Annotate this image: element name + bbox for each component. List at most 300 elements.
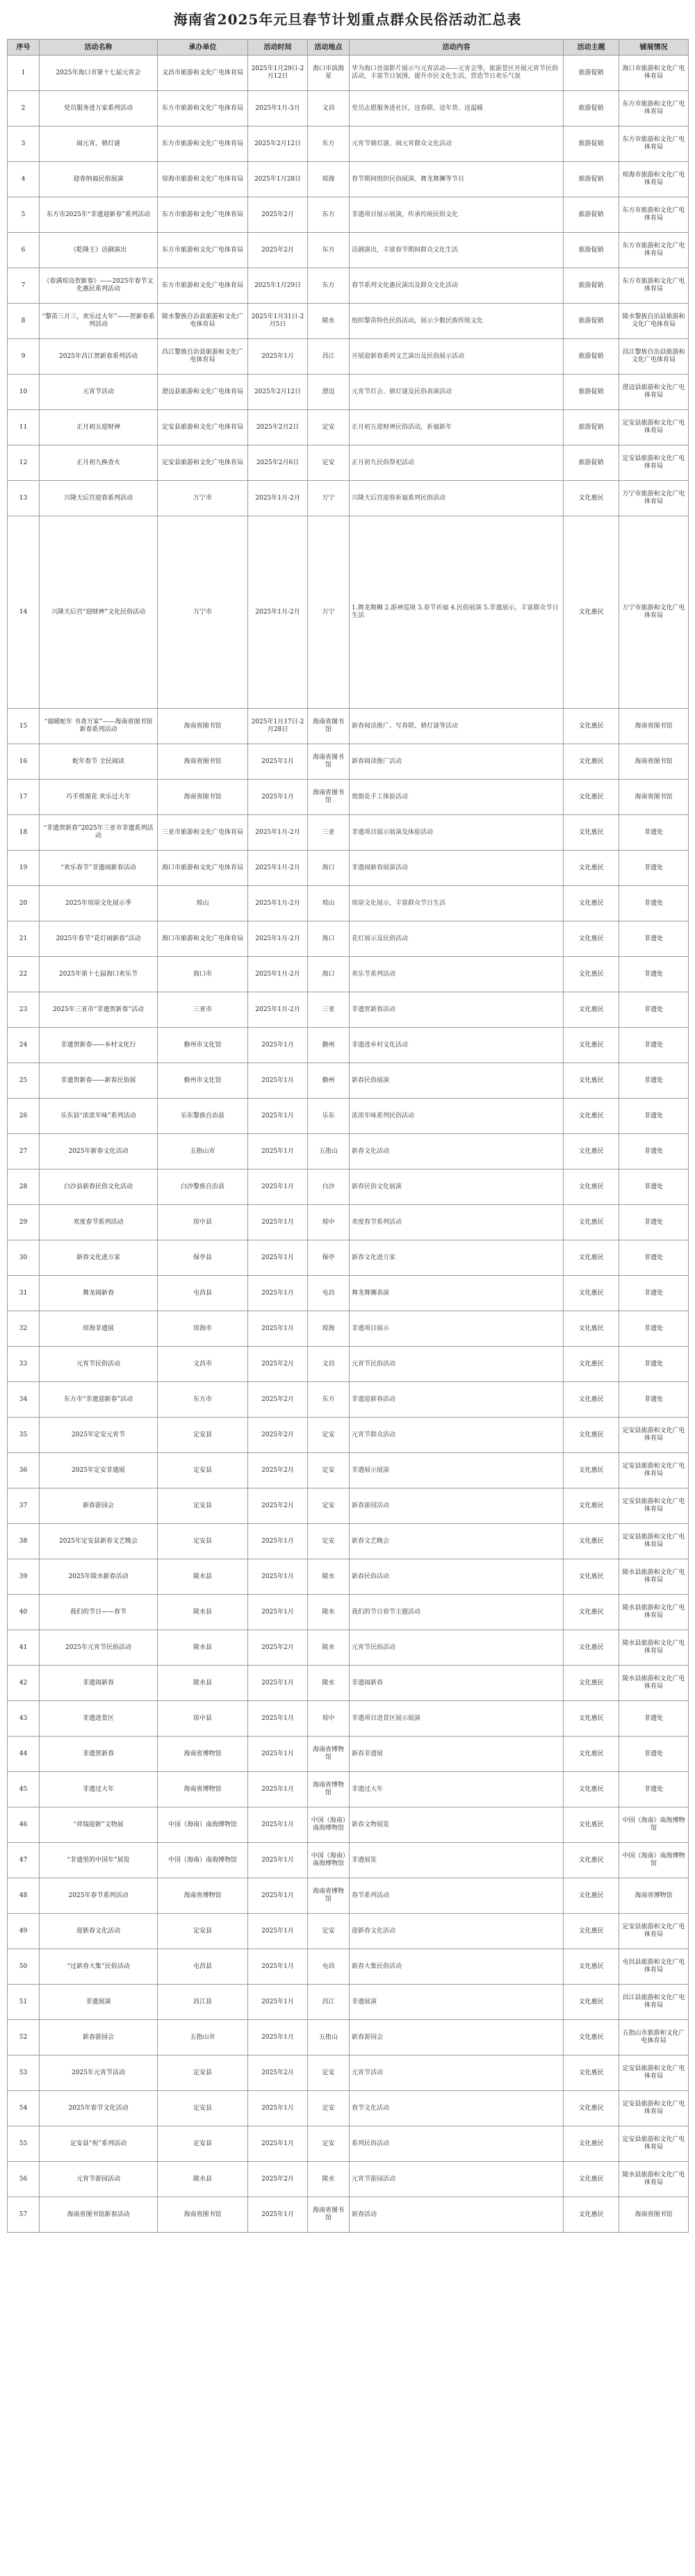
cell-org: 昌江县: [158, 1985, 248, 2020]
cell-no: 27: [8, 1134, 40, 1170]
cell-spread: 非遗处: [619, 1099, 689, 1134]
cell-time: 2025年1月: [248, 2091, 308, 2126]
cell-name: 巧手剪窗花 欢乐过大年: [40, 780, 158, 815]
header-time: 活动时间: [248, 40, 308, 56]
cell-no: 37: [8, 1488, 40, 1524]
cell-no: 33: [8, 1347, 40, 1382]
cell-org: 定安县: [158, 2091, 248, 2126]
cell-spread: 定安县旅游和文化广电体育局: [619, 1488, 689, 1524]
cell-org: 白沙黎族自治县: [158, 1170, 248, 1205]
cell-name: 非遗过大年: [40, 1772, 158, 1807]
cell-place: 五指山: [308, 1134, 350, 1170]
cell-spread: 非遗处: [619, 1134, 689, 1170]
cell-org: 乐东黎族自治县: [158, 1099, 248, 1134]
cell-desc: 新春游园活动: [350, 1488, 564, 1524]
cell-name: 2025年第十七届海口欢乐节: [40, 957, 158, 992]
cell-place: 陵水: [308, 1559, 350, 1595]
cell-spread: 陵水县旅游和文化广电体育局: [619, 1595, 689, 1630]
table-row: [8, 1488, 689, 1524]
cell-desc: 新春非遗展: [350, 1737, 564, 1772]
cell-name: 正月初九换香火: [40, 445, 158, 481]
cell-spread: 非遗处: [619, 815, 689, 851]
cell-no: 47: [8, 1843, 40, 1878]
cell-theme: 文化惠民: [564, 1878, 619, 1914]
cell-org: 海南省博物馆: [158, 1878, 248, 1914]
cell-name: 蛇年春节 全民阅读: [40, 744, 158, 780]
cell-desc: 兴隆天后宫迎春祈福系列民俗活动: [350, 481, 564, 516]
table-row: [8, 1524, 689, 1559]
cell-place: 万宁: [308, 481, 350, 516]
header-no: 序号: [8, 40, 40, 56]
cell-name: 非遗贺新春——新春民俗展: [40, 1063, 158, 1099]
cell-theme: 文化惠民: [564, 1170, 619, 1205]
cell-theme: 文化惠民: [564, 1666, 619, 1701]
cell-time: 2025年1月-2月: [248, 957, 308, 992]
cell-org: 昌江黎族自治县旅游和文化广电体育局: [158, 339, 248, 375]
cell-theme: 文化惠民: [564, 1701, 619, 1737]
cell-time: 2025年2月: [248, 233, 308, 268]
cell-desc: 欢度春节系列活动: [350, 1205, 564, 1240]
cell-theme: 文化惠民: [564, 2126, 619, 2162]
cell-theme: 文化惠民: [564, 1524, 619, 1559]
cell-name: 新春游园会: [40, 1488, 158, 1524]
cell-place: 定安: [308, 1488, 350, 1524]
cell-time: 2025年1月31日-2月5日: [248, 304, 308, 339]
cell-spread: 定安县旅游和文化广电体育局: [619, 1418, 689, 1453]
cell-desc: 非遗进乡村文化活动: [350, 1028, 564, 1063]
cell-place: 海口市滨海星: [308, 56, 350, 91]
cell-no: 42: [8, 1666, 40, 1701]
cell-desc: 新春文艺晚会: [350, 1524, 564, 1559]
cell-no: 34: [8, 1382, 40, 1418]
cell-org: 陵水黎族自治县旅游和文化广电体育局: [158, 304, 248, 339]
cell-no: 39: [8, 1559, 40, 1595]
cell-spread: 非遗处: [619, 921, 689, 957]
cell-desc: 元宵节群众活动: [350, 1418, 564, 1453]
cell-no: 1: [8, 56, 40, 91]
cell-org: 海南省图书馆: [158, 780, 248, 815]
cell-spread: 定安县旅游和文化广电体育局: [619, 2091, 689, 2126]
cell-theme: 文化惠民: [564, 1276, 619, 1311]
header-theme: 活动主题: [564, 40, 619, 56]
cell-desc: 非遗项目展示: [350, 1311, 564, 1347]
cell-desc: 非遗项目进景区展示展演: [350, 1701, 564, 1737]
cell-theme: 旅游促销: [564, 233, 619, 268]
cell-org: 琼山: [158, 886, 248, 921]
cell-spread: 非遗处: [619, 1276, 689, 1311]
cell-org: 定安县: [158, 1453, 248, 1488]
cell-org: 海南省博物馆: [158, 1772, 248, 1807]
cell-time: 2025年1月-2月: [248, 886, 308, 921]
table-row: [8, 2126, 689, 2162]
cell-time: 2025年1月-2月: [248, 481, 308, 516]
cell-theme: 旅游促销: [564, 304, 619, 339]
cell-org: 中国（海南）南海博物馆: [158, 1843, 248, 1878]
cell-name: 《春满琼岛贺新春》——2025年春节文化惠民系列活动: [40, 268, 158, 304]
cell-spread: 非遗处: [619, 1772, 689, 1807]
cell-name: “黎苗三月三，欢乐过大年”——贺新春系列活动: [40, 304, 158, 339]
cell-name: 2025年定安非遗展: [40, 1453, 158, 1488]
cell-spread: 屯昌县旅游和文化广电体育局: [619, 1949, 689, 1985]
cell-no: 15: [8, 709, 40, 744]
cell-theme: 文化惠民: [564, 1134, 619, 1170]
cell-desc: 元宵节猜灯谜、闹元宵群众文化活动: [350, 126, 564, 162]
table-row: [8, 1311, 689, 1347]
cell-name: 2025年昌江贺新春系列活动: [40, 339, 158, 375]
cell-desc: 正月初九民俗祭祀活动: [350, 445, 564, 481]
cell-spread: 非遗处: [619, 1170, 689, 1205]
header-place: 活动地点: [308, 40, 350, 56]
cell-name: 2025年元宵节民俗活动: [40, 1630, 158, 1666]
cell-place: 三亚: [308, 815, 350, 851]
cell-desc: 非遗迎新春活动: [350, 1382, 564, 1418]
cell-org: 海口市: [158, 957, 248, 992]
cell-desc: 欢乐节系列活动: [350, 957, 564, 992]
cell-no: 25: [8, 1063, 40, 1099]
cell-time: 2025年2月: [248, 1488, 308, 1524]
cell-name: 2025年定安县新春文艺晚会: [40, 1524, 158, 1559]
cell-spread: 非遗处: [619, 1028, 689, 1063]
table-row: [8, 815, 689, 851]
cell-place: 东方: [308, 1382, 350, 1418]
cell-time: 2025年1月: [248, 1878, 308, 1914]
cell-desc: 非遗展览: [350, 1843, 564, 1878]
cell-time: 2025年1月: [248, 1807, 308, 1843]
cell-time: 2025年1月-3月: [248, 91, 308, 126]
cell-theme: 旅游促销: [564, 56, 619, 91]
cell-no: 40: [8, 1595, 40, 1630]
cell-theme: 文化惠民: [564, 1382, 619, 1418]
cell-desc: 非遗闹新春: [350, 1666, 564, 1701]
cell-name: 迎新春文化活动: [40, 1914, 158, 1949]
cell-no: 18: [8, 815, 40, 851]
cell-name: “过新春大集”民俗活动: [40, 1949, 158, 1985]
cell-place: 东方: [308, 233, 350, 268]
cell-time: 2025年2月12日: [248, 375, 308, 410]
cell-time: 2025年1月: [248, 1595, 308, 1630]
cell-spread: 定安县旅游和文化广电体育局: [619, 1914, 689, 1949]
cell-no: 52: [8, 2020, 40, 2056]
cell-place: 乐东: [308, 1099, 350, 1134]
cell-theme: 文化惠民: [564, 957, 619, 992]
cell-no: 44: [8, 1737, 40, 1772]
header-org: 承办单位: [158, 40, 248, 56]
cell-desc: 非遗项目展示展演，传承传统民俗文化: [350, 197, 564, 233]
cell-theme: 文化惠民: [564, 1240, 619, 1276]
cell-name: 非遗进景区: [40, 1701, 158, 1737]
cell-no: 29: [8, 1205, 40, 1240]
table-row: [8, 481, 689, 516]
cell-org: 陵水县: [158, 2162, 248, 2197]
cell-org: 海口市旅游和文化广电体育局: [158, 921, 248, 957]
cell-time: 2025年1月: [248, 1914, 308, 1949]
cell-theme: 文化惠民: [564, 921, 619, 957]
cell-time: 2025年2月: [248, 1347, 308, 1382]
table-row: [8, 1595, 689, 1630]
cell-desc: 剪窗花手工体验活动: [350, 780, 564, 815]
cell-desc: 元宵节活动: [350, 2056, 564, 2091]
cell-place: 海口: [308, 921, 350, 957]
cell-org: 海南省图书馆: [158, 709, 248, 744]
cell-place: 琼中: [308, 1205, 350, 1240]
table-row: [8, 2091, 689, 2126]
cell-desc: 新春民俗文化展演: [350, 1170, 564, 1205]
cell-org: 东方市旅游和文化广电体育局: [158, 126, 248, 162]
cell-time: 2025年1月: [248, 780, 308, 815]
cell-no: 45: [8, 1772, 40, 1807]
cell-theme: 文化惠民: [564, 2020, 619, 2056]
cell-desc: 非遗过大年: [350, 1772, 564, 1807]
table-row: [8, 1630, 689, 1666]
cell-place: 白沙: [308, 1170, 350, 1205]
cell-no: 13: [8, 481, 40, 516]
cell-time: 2025年1月: [248, 339, 308, 375]
cell-desc: 琼崖文化展示，丰富群众节日生活: [350, 886, 564, 921]
table-row: [8, 126, 689, 162]
cell-org: 五指山市: [158, 1134, 248, 1170]
cell-no: 24: [8, 1028, 40, 1063]
table-row: [8, 56, 689, 91]
cell-org: 屯昌县: [158, 1949, 248, 1985]
cell-no: 4: [8, 162, 40, 197]
cell-place: 琼海: [308, 162, 350, 197]
cell-time: 2025年1月29日: [248, 268, 308, 304]
cell-theme: 文化惠民: [564, 2197, 619, 2233]
cell-no: 6: [8, 233, 40, 268]
cell-name: 非遗展演: [40, 1985, 158, 2020]
cell-theme: 文化惠民: [564, 2162, 619, 2197]
cell-name: 乐东县“浓浓年味”系列活动: [40, 1099, 158, 1134]
cell-time: 2025年1月-2月: [248, 992, 308, 1028]
cell-theme: 文化惠民: [564, 1205, 619, 1240]
cell-place: 定安: [308, 410, 350, 445]
cell-time: 2025年1月-2月: [248, 815, 308, 851]
cell-desc: 非遗展示展演: [350, 1453, 564, 1488]
table-row: [8, 992, 689, 1028]
cell-desc: 新春阅读推广、写春联、猜灯谜等活动: [350, 709, 564, 744]
cell-org: 定安县旅游和文化广电体育局: [158, 410, 248, 445]
cell-name: 迎春纳福民俗展演: [40, 162, 158, 197]
cell-spread: 非遗处: [619, 1063, 689, 1099]
cell-no: 55: [8, 2126, 40, 2162]
cell-theme: 文化惠民: [564, 1807, 619, 1843]
cell-name: 2025年春节“花灯闹新春”活动: [40, 921, 158, 957]
cell-no: 35: [8, 1418, 40, 1453]
cell-name: 元宵节游园活动: [40, 2162, 158, 2197]
cell-spread: 海南省图书馆: [619, 2197, 689, 2233]
cell-no: 56: [8, 2162, 40, 2197]
cell-place: 澄迈: [308, 375, 350, 410]
cell-spread: 昌江黎族自治县旅游和文化广电体育局: [619, 339, 689, 375]
cell-desc: 新春文化活动: [350, 1134, 564, 1170]
cell-desc: 话剧演出，丰富春节期间群众文化生活: [350, 233, 564, 268]
cell-org: 东方市: [158, 1382, 248, 1418]
table-row: [8, 744, 689, 780]
cell-place: 琼海: [308, 1311, 350, 1347]
cell-spread: 非遗处: [619, 1382, 689, 1418]
cell-desc: 非遗项目展示展演及体验活动: [350, 815, 564, 851]
header-desc: 活动内容: [350, 40, 564, 56]
cell-no: 36: [8, 1453, 40, 1488]
cell-no: 10: [8, 375, 40, 410]
cell-spread: 海南省图书馆: [619, 744, 689, 780]
cell-theme: 文化惠民: [564, 1453, 619, 1488]
cell-time: 2025年1月: [248, 1701, 308, 1737]
cell-spread: 五指山市旅游和文化广电体育局: [619, 2020, 689, 2056]
cell-spread: 定安县旅游和文化广电体育局: [619, 1453, 689, 1488]
cell-name: 非遗贺新春——乡村文化行: [40, 1028, 158, 1063]
cell-name: 定安县“祝”系列活动: [40, 2126, 158, 2162]
cell-theme: 文化惠民: [564, 2091, 619, 2126]
cell-time: 2025年1月: [248, 1843, 308, 1878]
cell-org: 定安县: [158, 2056, 248, 2091]
cell-org: 定安县: [158, 1488, 248, 1524]
cell-no: 46: [8, 1807, 40, 1843]
cell-place: 定安: [308, 1914, 350, 1949]
cell-org: 澄迈县旅游和文化广电体育局: [158, 375, 248, 410]
table-body: [8, 56, 689, 2233]
cell-place: 海南省图书馆: [308, 2197, 350, 2233]
cell-name: 2025年海口市第十七届元宵会: [40, 56, 158, 91]
cell-place: 定安: [308, 2056, 350, 2091]
cell-no: 12: [8, 445, 40, 481]
cell-theme: 文化惠民: [564, 1488, 619, 1524]
cell-spread: 非遗处: [619, 886, 689, 921]
cell-time: 2025年2月: [248, 197, 308, 233]
table-row: [8, 304, 689, 339]
cell-org: 儋州市文化馆: [158, 1063, 248, 1099]
cell-desc: 春节系列活动: [350, 1878, 564, 1914]
cell-spread: 海口市旅游和文化广电体育局: [619, 56, 689, 91]
cell-spread: 海南省博物馆: [619, 1878, 689, 1914]
cell-org: 定安县: [158, 1418, 248, 1453]
cell-time: 2025年1月: [248, 1134, 308, 1170]
cell-name: 2025年春节系列活动: [40, 1878, 158, 1914]
cell-time: 2025年1月: [248, 744, 308, 780]
table-row: [8, 709, 689, 744]
cell-spread: 海南省图书馆: [619, 709, 689, 744]
cell-place: 儋州: [308, 1028, 350, 1063]
cell-theme: 文化惠民: [564, 1737, 619, 1772]
cell-theme: 文化惠民: [564, 886, 619, 921]
cell-time: 2025年1月-2月: [248, 516, 308, 709]
table-row: [8, 1737, 689, 1772]
cell-time: 2025年2月: [248, 2056, 308, 2091]
header-name: 活动名称: [40, 40, 158, 56]
table-row: [8, 375, 689, 410]
cell-name: 非遗闹新春: [40, 1666, 158, 1701]
cell-org: 东方市旅游和文化广电体育局: [158, 91, 248, 126]
cell-no: 38: [8, 1524, 40, 1559]
cell-name: 欢度春节系列活动: [40, 1205, 158, 1240]
cell-desc: 春节期间组织民俗展演、舞龙舞狮等节目: [350, 162, 564, 197]
cell-time: 2025年1月: [248, 2020, 308, 2056]
cell-theme: 文化惠民: [564, 1914, 619, 1949]
cell-name: 东方市“非遗迎新春”活动: [40, 1382, 158, 1418]
cell-spread: 东方市旅游和文化广电体育局: [619, 197, 689, 233]
cell-no: 54: [8, 2091, 40, 2126]
cell-name: “欢乐春节”非遗闹新春活动: [40, 851, 158, 886]
table-row: [8, 2162, 689, 2197]
cell-theme: 文化惠民: [564, 744, 619, 780]
cell-desc: 正月初五迎财神民俗活动，祈福新年: [350, 410, 564, 445]
cell-time: 2025年1月: [248, 1949, 308, 1985]
cell-name: 新春文化进万家: [40, 1240, 158, 1276]
cell-name: 兴隆天后宫迎春系列活动: [40, 481, 158, 516]
cell-place: 屯昌: [308, 1276, 350, 1311]
cell-theme: 旅游促销: [564, 162, 619, 197]
table-row: [8, 1666, 689, 1701]
table-row: [8, 91, 689, 126]
cell-desc: 迎新春文化活动: [350, 1914, 564, 1949]
cell-desc: 华为海口首部影片展示与元宵活动——元宵会等，旅游景区开展元宵节民俗活动，丰富节日氛围，提升市民文化生活，营造节日欢乐气氛: [350, 56, 564, 91]
cell-spread: 非遗处: [619, 1240, 689, 1276]
cell-org: 琼中县: [158, 1701, 248, 1737]
cell-desc: 系列民俗活动: [350, 2126, 564, 2162]
cell-place: 屯昌: [308, 1949, 350, 1985]
cell-org: 定安县: [158, 1914, 248, 1949]
cell-no: 2: [8, 91, 40, 126]
cell-name: 新春游园会: [40, 2020, 158, 2056]
cell-no: 30: [8, 1240, 40, 1276]
cell-org: 定安县: [158, 1524, 248, 1559]
cell-time: 2025年1月: [248, 1559, 308, 1595]
cell-org: 中国（海南）南海博物馆: [158, 1807, 248, 1843]
cell-org: 东方市旅游和文化广电体育局: [158, 268, 248, 304]
table-row: [8, 162, 689, 197]
cell-desc: 我们的节日春节主题活动: [350, 1595, 564, 1630]
cell-theme: 文化惠民: [564, 1311, 619, 1347]
cell-no: 57: [8, 2197, 40, 2233]
table-row: [8, 1949, 689, 1985]
cell-spread: 东方市旅游和文化广电体育局: [619, 126, 689, 162]
cell-place: 琼中: [308, 1701, 350, 1737]
cell-place: 定安: [308, 445, 350, 481]
cell-spread: 定安县旅游和文化广电体育局: [619, 2126, 689, 2162]
cell-theme: 文化惠民: [564, 1985, 619, 2020]
page-title: 海南省2025年元旦春节计划重点群众民俗活动汇总表: [173, 11, 522, 28]
cell-spread: 定安县旅游和文化广电体育局: [619, 410, 689, 445]
cell-org: 海南省博物馆: [158, 1737, 248, 1772]
cell-org: 海口市旅游和文化广电体育局: [158, 851, 248, 886]
cell-place: 东方: [308, 126, 350, 162]
cell-no: 26: [8, 1099, 40, 1134]
cell-no: 43: [8, 1701, 40, 1737]
table-row: [8, 957, 689, 992]
cell-time: 2025年2月6日: [248, 445, 308, 481]
cell-org: 东方市旅游和文化广电体育局: [158, 197, 248, 233]
cell-org: 琼中县: [158, 1205, 248, 1240]
cell-spread: 定安县旅游和文化广电体育局: [619, 445, 689, 481]
cell-org: 海南省图书馆: [158, 2197, 248, 2233]
cell-spread: 非遗处: [619, 1205, 689, 1240]
cell-theme: 旅游促销: [564, 375, 619, 410]
cell-org: 陵水县: [158, 1630, 248, 1666]
header-spread: 铺展情况: [619, 40, 689, 56]
cell-place: 五指山: [308, 2020, 350, 2056]
cell-name: 2025年新春文化活动: [40, 1134, 158, 1170]
cell-spread: 万宁市旅游和文化广电体育局: [619, 481, 689, 516]
cell-desc: 开展迎新春系列文艺演出及民俗展示活动: [350, 339, 564, 375]
cell-place: 陵水: [308, 1666, 350, 1701]
cell-desc: 舞龙舞狮表演: [350, 1276, 564, 1311]
cell-spread: 非遗处: [619, 992, 689, 1028]
cell-place: 陵水: [308, 2162, 350, 2197]
cell-theme: 旅游促销: [564, 410, 619, 445]
cell-time: 2025年2月2日: [248, 410, 308, 445]
cell-no: 20: [8, 886, 40, 921]
cell-place: 海口: [308, 851, 350, 886]
